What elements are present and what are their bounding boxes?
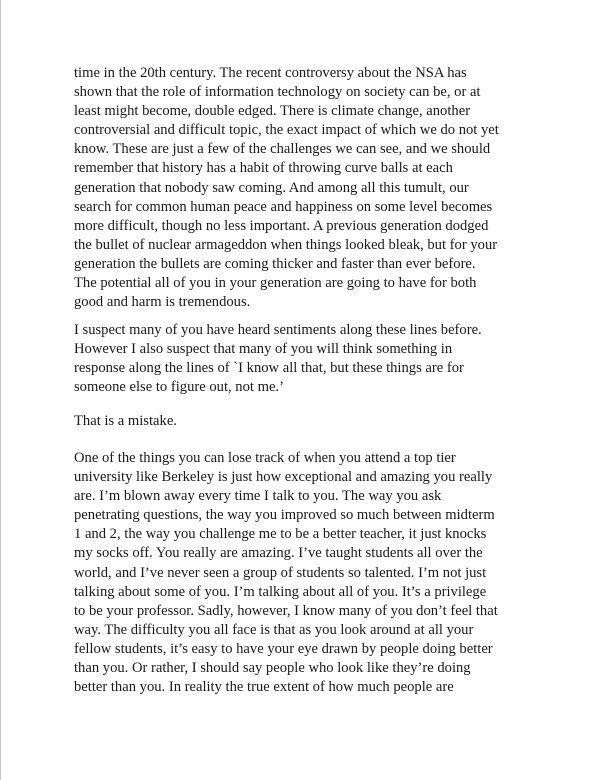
text-line: remember that history has a habit of throwing curve balls at each <box>74 160 453 177</box>
text-line: The potential all of you in your generation are going to have for both <box>74 275 477 292</box>
text-line: search for common human peace and happiness on some level becomes <box>74 198 493 215</box>
paragraph-2 <box>74 321 574 397</box>
text-line: my socks off. You really are amazing. I’ve taught students all over the <box>74 545 483 562</box>
text-line: generation that nobody saw coming. And among all this tumult, our <box>74 179 469 196</box>
text-line: controversial and difficult topic, the exact impact of which we do not yet <box>74 122 499 139</box>
text-line: response along the lines of `I know all that, but these things are for <box>74 360 464 377</box>
text-line: someone else to figure out, not me.’ <box>74 379 284 396</box>
text-line: That is a mistake. <box>74 413 177 429</box>
text-line: generation the bullets are coming thicker and faster than ever before. <box>74 255 476 272</box>
text-line: more difficult, though no less important. A previous generation dodged <box>74 217 489 234</box>
text-line: university like Berkeley is just how exceptional and amazing you really <box>74 469 493 486</box>
text-line: way. The difficulty you all face is that as you look around at all your <box>74 621 474 638</box>
text-line: talking about some of you. I’m talking about all of you. It’s a privilege <box>74 583 487 600</box>
text-line: are. I’m blown away every time I talk to you. The way you ask <box>74 488 442 505</box>
text-line: time in the 20th century. The recent controversy about the NSA has <box>74 65 467 81</box>
text-line: to be your professor. Sadly, however, I know many of you don’t feel that <box>74 602 498 619</box>
text-line: know. These are just a few of the challenges we can see, and we should <box>74 141 491 158</box>
text-line: the bullet of nuclear armageddon when things looked bleak, but for your <box>74 236 498 253</box>
text-line: I suspect many of you have heard sentiments along these lines before. <box>74 322 482 338</box>
text-line: One of the things you can lose track of when you attend a top tier <box>74 450 456 466</box>
text-line: 1 and 2, the way you challenge me to be a better teacher, it just knocks <box>74 526 487 543</box>
paragraph-3 <box>74 412 574 431</box>
paragraph-4 <box>74 449 574 697</box>
text-line: world, and I’ve never seen a group of students so talented. I’m not just <box>74 564 487 581</box>
text-line: than you. Or rather, I should say people who look like they’re doing <box>74 660 471 677</box>
text-line: shown that the role of information technology on society can be, or at <box>74 84 481 101</box>
text-line: better than you. In reality the true extent of how much people are <box>74 679 454 696</box>
text-line: least might become, double edged. There is climate change, another <box>74 103 471 120</box>
text-line: fellow students, it’s easy to have your eye drawn by people doing better <box>74 640 493 657</box>
text-line: However I also suspect that many of you will think something in <box>74 341 453 358</box>
text-line: penetrating questions, the way you improved so much between midterm <box>74 507 495 524</box>
text-line: good and harm is tremendous. <box>74 294 251 311</box>
paragraph-1 <box>74 64 574 312</box>
